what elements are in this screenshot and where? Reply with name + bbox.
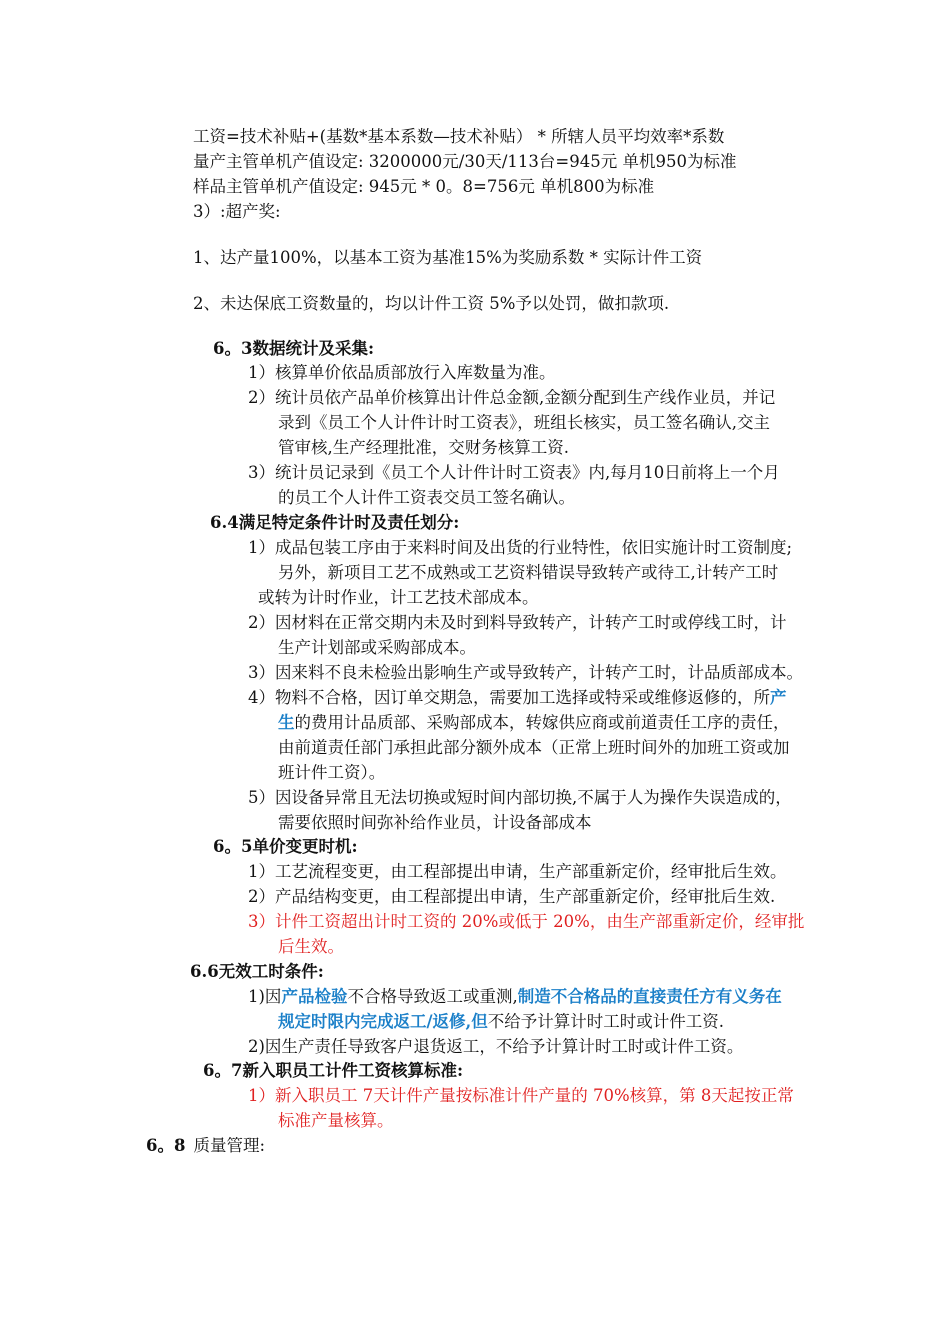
s64-item-4-line-4: 班计件工资）。 bbox=[278, 763, 386, 782]
s65-item-3-number: 3） bbox=[248, 912, 275, 931]
bonus-item-2: 2、未达保底工资数量的，均以计件工资 5%予以处罚，做扣款项. bbox=[193, 294, 670, 313]
overproduction-bonus-heading: 3）:超产奖: bbox=[193, 202, 281, 221]
section-6-8-number: 6。8 bbox=[146, 1136, 186, 1155]
s67-item-1-number: 1） bbox=[248, 1086, 275, 1105]
s66-item-1-line-1 bbox=[248, 986, 782, 1008]
s64-item-2-line-2: 生产计划部或采购部成本。 bbox=[278, 638, 476, 657]
s66-item-1-line-2 bbox=[278, 1011, 724, 1033]
s65-item-1: 1）工艺流程变更，由工程部提出申请，生产部重新定价，经审批后生效。 bbox=[248, 862, 787, 881]
s63-item-1: 1）核算单价依品质部放行入库数量为准。 bbox=[248, 363, 556, 382]
s63-item-3-line-2: 的员工个人计件工资表交员工签名确认。 bbox=[278, 488, 575, 507]
s67-item-1-line-1 bbox=[248, 1085, 794, 1107]
bonus-item-1: 1、达产量100%，以基本工资为基准15%为奖励系数 * 实际计件工资 bbox=[193, 248, 703, 267]
s64-item-4-line-3: 由前道责任部门承担此部分额外成本（正常上班时间外的加班工资或加 bbox=[278, 738, 790, 757]
formula-line-2: 量产主管单机产值设定: 3200000元/30天/113台=945元 单机950为标准 bbox=[193, 152, 737, 171]
formula-line-1: 工资=技术补贴+(基数*基本系数—技术补贴） * 所辖人员平均效率*系数 bbox=[193, 127, 725, 146]
s66-item-1-highlight-3: 规定时限内完成返工/返修,但 bbox=[278, 1012, 488, 1031]
s64-item-2-line-1: 2）因材料在正常交期内未及时到料导致转产，计转产工时或停线工时，计 bbox=[248, 613, 787, 632]
formula-line-3: 样品主管单机产值设定: 945元 * 0。8=756元 单机800为标准 bbox=[193, 177, 655, 196]
s66-item-1-rest: 不给予计算计时工时或计件工资. bbox=[487, 1012, 725, 1031]
s65-item-3-line-2: 后生效。 bbox=[278, 937, 344, 956]
s66-item-2: 2)因生产责任导致客户退货返工，不给予计算计时工时或计件工资。 bbox=[248, 1037, 744, 1056]
s64-item-5-line-1: 5）因设备异常且无法切换或短时间内部切换,不属于人为操作失误造成的， bbox=[248, 788, 792, 807]
s63-item-2-line-3: 管审核,生产经理批准，交财务核算工资. bbox=[278, 438, 569, 457]
s64-item-4-line-1 bbox=[248, 687, 787, 709]
s63-item-2-line-2: 录到《员工个人计件计时工资表》，班组长核实，员工签名确认,交主 bbox=[278, 413, 770, 432]
s64-item-4-highlight: 产 bbox=[770, 688, 787, 707]
s64-item-4-text-2: 的费用计品质部、采购部成本，转嫁供应商或前道责任工序的责任， bbox=[294, 713, 790, 732]
section-6-8-heading bbox=[146, 1135, 265, 1157]
section-6-8-title: 质量管理: bbox=[193, 1136, 266, 1155]
s64-item-4-highlight-2: 生 bbox=[278, 713, 295, 732]
s65-item-3-text: 计件工资超出计时工资的 20%或低于 20%，由生产部重新定价，经审批 bbox=[275, 912, 805, 931]
s64-item-4-text: 4）物料不合格，因订单交期急，需要加工选择或特采或维修返修的，所 bbox=[248, 688, 770, 707]
section-6-5-heading: 6。5单价变更时机: bbox=[213, 837, 358, 856]
s65-item-3-line-1 bbox=[248, 911, 804, 933]
s64-item-4-line-2 bbox=[278, 712, 790, 734]
section-6-7-heading: 6。7新入职员工计件工资核算标准: bbox=[203, 1061, 464, 1080]
s66-item-1-mid: 不合格导致返工或重测, bbox=[347, 987, 518, 1006]
s65-item-2: 2）产品结构变更，由工程部提出申请，生产部重新定价，经审批后生效. bbox=[248, 887, 776, 906]
s66-item-1-highlight-2: 制造不合格品的直接责任方有义务在 bbox=[517, 987, 782, 1006]
s64-item-1-line-1: 1）成品包装工序由于来料时间及出货的行业特性，依旧实施计时工资制度; bbox=[248, 538, 793, 557]
section-6-4-heading: 6.4满足特定条件计时及责任划分: bbox=[210, 513, 460, 532]
section-6-6-heading: 6.6无效工时条件: bbox=[190, 962, 324, 981]
s64-item-5-line-2: 需要依照时间弥补给作业员，计设备部成本 bbox=[278, 813, 592, 832]
s63-item-2-line-1: 2）统计员依产品单价核算出计件总金额,金额分配到生产线作业员，并记 bbox=[248, 388, 776, 407]
s66-item-1-highlight-1: 产品检验 bbox=[281, 987, 348, 1006]
s67-item-1-text: 新入职员工 7天计件产量按标准计件产量的 70%核算，第 8天起按正常 bbox=[275, 1086, 794, 1105]
s67-item-1-line-2: 标准产量核算。 bbox=[278, 1111, 394, 1130]
s66-item-1-prefix: 1)因 bbox=[248, 987, 282, 1006]
s64-item-1-line-2: 另外，新项目工艺不成熟或工艺资料错误导致转产或待工,计转产工时 bbox=[278, 563, 779, 582]
s64-item-3: 3）因来料不良未检验出影响生产或导致转产，计转产工时，计品质部成本。 bbox=[248, 663, 803, 682]
section-6-3-heading: 6。3数据统计及采集: bbox=[213, 339, 375, 358]
s63-item-3-line-1: 3）统计员记录到《员工个人计件计时工资表》内,每月10日前将上一个月 bbox=[248, 463, 780, 482]
s64-item-1-line-3: 或转为计时作业，计工艺技术部成本。 bbox=[258, 588, 539, 607]
